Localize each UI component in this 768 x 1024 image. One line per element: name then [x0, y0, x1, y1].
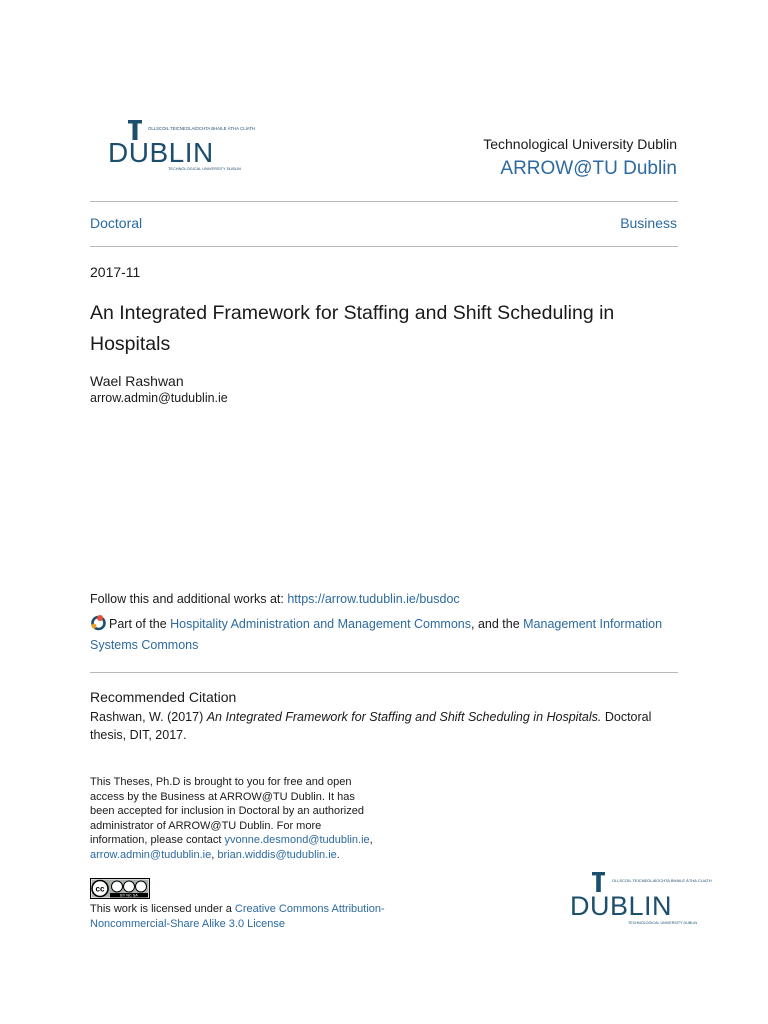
logo-word: DUBLIN: [108, 137, 214, 168]
access-sep: ,: [369, 834, 373, 847]
document-title: An Integrated Framework for Staffing and Shift Scheduling in Hospitals: [90, 302, 615, 355]
logo-bottom-text: TECHNOLOGICAL UNIVERSITY DUBLIN: [168, 166, 241, 171]
svg-text:cc: cc: [95, 884, 105, 894]
commons-link-hospitality[interactable]: Hospitality Administration and Management Commons: [170, 617, 471, 631]
commons-link-mis[interactable]: Management Information Systems Commons: [90, 617, 663, 652]
divider: [90, 246, 678, 247]
cc-license-badge-icon[interactable]: [90, 878, 150, 899]
follow-link[interactable]: https://arrow.tudublin.ie/busdoc: [287, 592, 460, 606]
tu-dublin-logo: [90, 117, 256, 179]
cc-badge-text: BY NC SA: [120, 893, 138, 898]
divider: [90, 672, 678, 673]
citation-authors: Rashwan, W. (2017): [90, 710, 207, 724]
logo-top-text: OLLSCOIL TEICNEOLAÍOCHTA BHAILE ÁTHA CLIATH: [612, 878, 712, 883]
license-link[interactable]: Creative Commons Attribution-Noncommercial-Share Alike 3.0 License: [90, 903, 385, 930]
repository-link[interactable]: ARROW@TU Dublin: [500, 158, 677, 179]
logo-word: DUBLIN: [570, 891, 673, 921]
contact-email-3[interactable]: brian.widdis@tudublin.ie: [217, 848, 337, 861]
follow-line: [90, 592, 460, 606]
part-of-line: [90, 614, 680, 656]
breadcrumb-doctoral[interactable]: Doctoral: [90, 215, 143, 231]
partof-prefix: Part of the: [109, 617, 171, 631]
author-name: Wael Rashwan: [90, 373, 184, 389]
divider: [90, 201, 678, 202]
contact-email-2[interactable]: arrow.admin@tudublin.ie: [90, 848, 212, 861]
logo-bottom-text: TECHNOLOGICAL UNIVERSITY DUBLIN: [628, 921, 698, 925]
access-text: This Theses, Ph.D is brought to you for free and open access by the Business at ARROW@TU Dublin. It has been accepted for inclusion in Doctoral by an authorized administrator of ARROW@TU Dublin. For more information, please contact: [90, 776, 364, 847]
license-statement: [90, 902, 390, 931]
tu-dublin-logo-footer: [566, 870, 712, 930]
partof-middle: , and the: [471, 617, 524, 631]
citation-title: An Integrated Framework for Staffing and Shift Scheduling in Hospitals.: [206, 710, 602, 724]
publication-date: 2017-11: [90, 264, 141, 280]
access-statement: [90, 775, 375, 863]
license-prefix: This work is licensed under a: [90, 903, 235, 915]
network-icon: [90, 614, 107, 631]
author-email: arrow.admin@tudublin.ie: [90, 391, 228, 405]
citation-text: [90, 708, 680, 744]
breadcrumb-business[interactable]: Business: [620, 215, 677, 231]
institution-name: Technological University Dublin: [483, 136, 677, 152]
contact-email-1[interactable]: yvonne.desmond@tudublin.ie: [224, 834, 370, 847]
logo-top-text: OLLSCOIL TEICNEOLAÍOCHTA BHAILE ÁTHA CLIATH: [148, 126, 256, 131]
access-sep: ,: [211, 848, 218, 861]
follow-prefix: Follow this and additional works at:: [90, 592, 288, 606]
access-end: .: [336, 848, 340, 861]
citation-rest: Doctoral thesis, DIT, 2017.: [90, 710, 652, 742]
citation-heading: Recommended Citation: [90, 689, 237, 705]
